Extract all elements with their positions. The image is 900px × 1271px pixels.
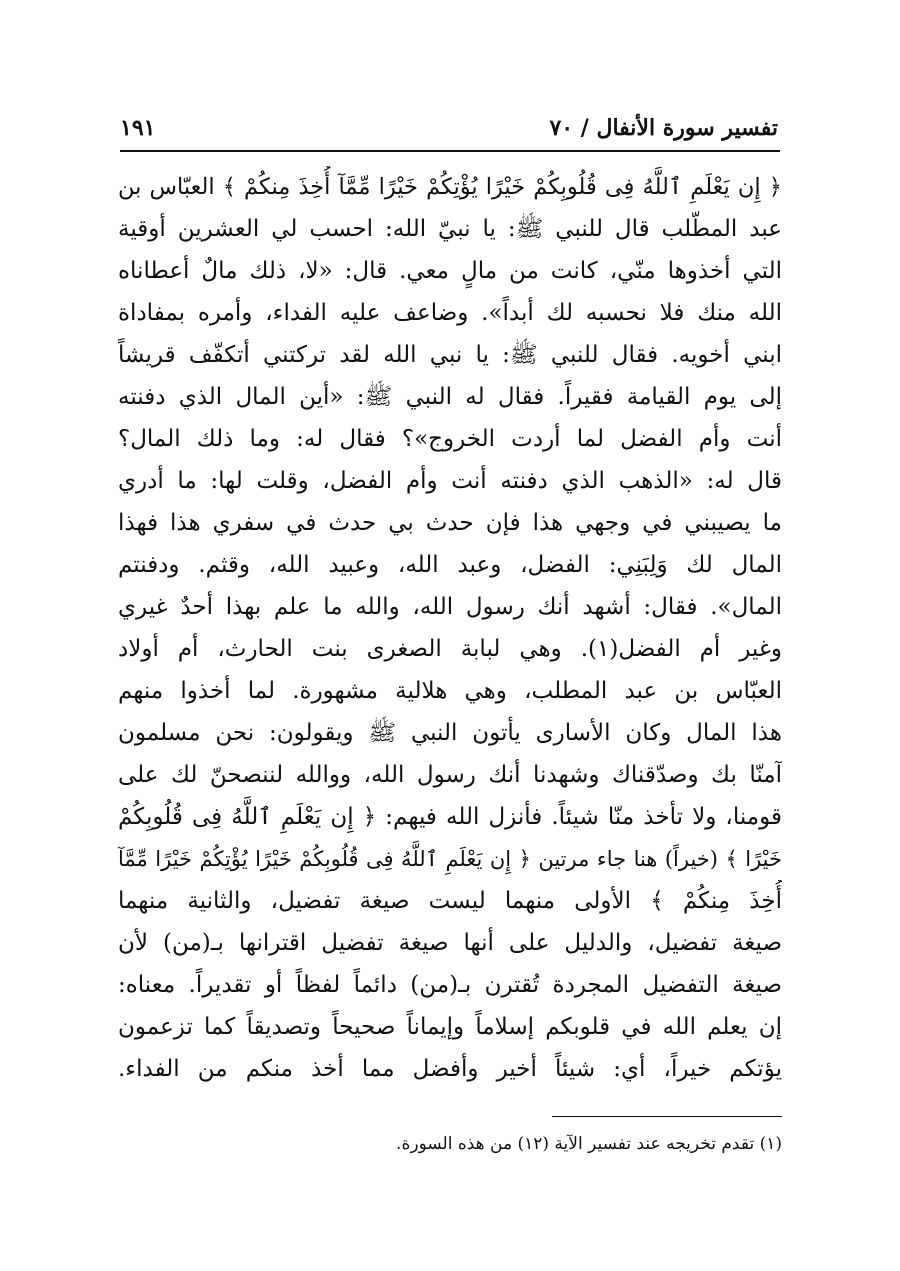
text-line: هذا المال وكان الأسارى يأتون النبي ﷺ ويقولون: نحن مسلمون — [118, 720, 782, 746]
text-line: ما يصيبني في وجهي هذا فإن حدث بي حدث في سفري هذا فهذا — [118, 510, 782, 536]
header-rule — [120, 150, 780, 152]
footnote: (١) تقدم تخريجه عند تفسير الآية (١٢) من هذه السورة. — [396, 1134, 782, 1154]
text-line: قال له: «الذهب الذي دفنته أنت وأم الفضل، وقلت لها: ما أدري — [118, 468, 782, 494]
text-line: وغير أم الفضل(١). وهي لبابة الصغرى بنت الحارث، أم أولاد — [118, 636, 782, 662]
text-line: صيغة تفضيل، والدليل على أنها صيغة تفضيل اقترانها بـ(من) لأن — [118, 930, 782, 956]
text-line: أُخِذَ مِنكُمْ ﴾ الأولى منهما ليست صيغة تفضيل، والثانية منهما — [118, 888, 782, 914]
page-number: ١٩١ — [120, 115, 156, 141]
text-line: العبّاس بن عبد المطلب، وهي هلالية مشهورة. لما أخذوا منهم — [118, 678, 782, 704]
text-line: المال لك وَلِبَنِي: الفضل، وعبد الله، وعبيد الله، وقثم. ودفنتم — [118, 552, 782, 578]
text-line: قومنا، ولا تأخذ منّا شيئاً. فأنزل الله فيهم: ﴿ إِن يَعْلَمِ ٱللَّهُ فِى قُلُوبِكُمْ — [118, 804, 782, 830]
text-line: إلى يوم القيامة فقيراً. فقال له النبي ﷺ: «أين المال الذي دفنته — [118, 384, 782, 410]
text-line: إن يعلم الله في قلوبكم إسلاماً وإيماناً صحيحاً وتصديقاً كما تزعمون — [118, 1014, 782, 1040]
text-line: آمنّا بك وصدّقناك وشهدنا أنك رسول الله، ووالله لننصحنّ لك على — [118, 762, 782, 788]
running-title: تفسير سورة الأنفال / ٧٠ — [549, 115, 778, 141]
page-header — [120, 108, 778, 148]
text-line: ابني أخويه. فقال للنبي ﷺ: يا نبي الله لقد تركتني أتكفّف قريشاً — [118, 342, 782, 368]
text-line: أنت وأم الفضل لما أردت الخروج»؟ فقال له: وما ذلك المال؟ — [118, 426, 782, 452]
text-line: ﴿ إِن يَعْلَمِ ٱللَّهُ فِى قُلُوبِكُمْ خَيْرًا يُؤْتِكُمْ خَيْرًا مِّمَّآ أُخِذَ مِنكُمْ ﴾ العبّاس بن — [118, 174, 782, 200]
text-line: عبد المطّلب قال للنبي ﷺ: يا نبيّ الله: احسب لي العشرين أوقية — [118, 216, 782, 242]
body-text — [118, 166, 782, 1090]
text-line: خَيْرًا ﴾ (خيراً) هنا جاء مرتين ﴿ إِن يَعْلَمِ ٱللَّهُ فِى قُلُوبِكُمْ خَيْرًا يُؤْتِكُمْ خَيْرًا مِّمَّآ — [118, 847, 782, 871]
text-line: صيغة التفضيل المجردة تُقترن بـ(من) دائماً لفظاً أو تقديراً. معناه: — [118, 972, 782, 998]
footnote-rule — [552, 1116, 782, 1117]
text-line: يؤتكم خيراً، أي: شيئاً أخير وأفضل مما أخذ منكم من الفداء. — [118, 1056, 782, 1082]
text-line: التي أخذوها منّي، كانت من مالٍ معي. قال: «لا، ذلك مالٌ أعطاناه — [118, 258, 782, 284]
text-line: المال». فقال: أشهد أنك رسول الله، والله ما علم بهذا أحدٌ غيري — [118, 594, 782, 620]
text-line: الله منك فلا نحسبه لك أبداً». وضاعف عليه الفداء، وأمره بمفاداة — [118, 300, 782, 326]
